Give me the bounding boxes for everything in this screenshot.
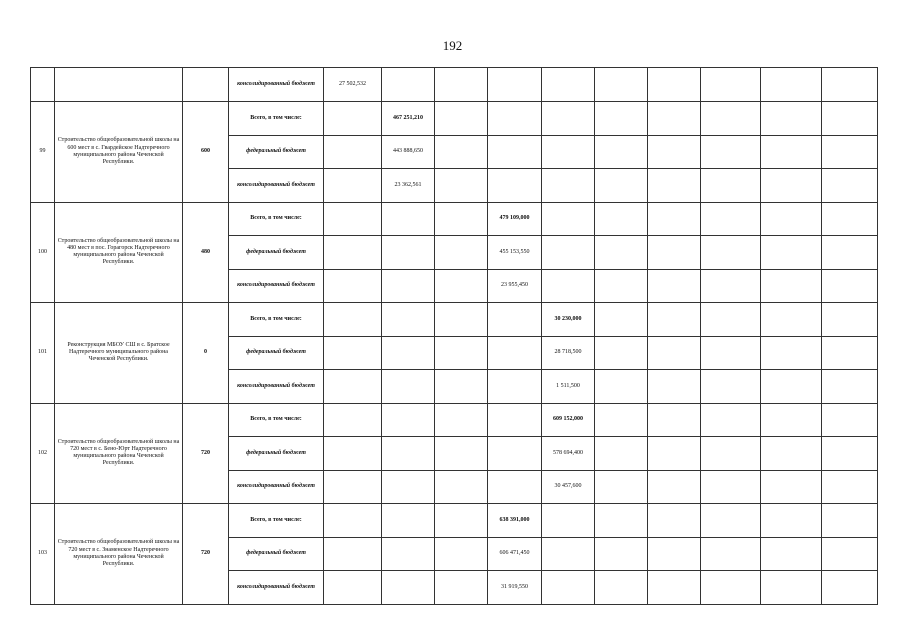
empty-cell: [435, 169, 488, 203]
amount-cell: 578 694,400: [542, 437, 595, 471]
amount-cell: 28 718,500: [542, 336, 595, 370]
amount-cell: 467 251,210: [382, 102, 435, 136]
empty-cell: [701, 202, 761, 236]
empty-cell: [488, 470, 542, 504]
capacity-cell: 0: [183, 303, 229, 404]
empty-cell: [761, 571, 822, 605]
empty-cell: [542, 571, 595, 605]
funding-source-cell: Всего, в том числе:: [229, 504, 324, 538]
empty-cell: [324, 269, 382, 303]
funding-source-cell: федеральный бюджет: [229, 336, 324, 370]
funding-source-cell: консолидированный бюджет: [229, 68, 324, 102]
amount-cell: 479 109,000: [488, 202, 542, 236]
empty-cell: [595, 303, 648, 337]
empty-cell: [595, 102, 648, 136]
table-row: [31, 68, 878, 102]
empty-cell: [382, 537, 435, 571]
amount-cell: 30 230,000: [542, 303, 595, 337]
empty-cell: [648, 202, 701, 236]
empty-cell: [435, 437, 488, 471]
empty-cell: [761, 437, 822, 471]
empty-cell: [324, 336, 382, 370]
empty-cell: [435, 370, 488, 404]
capacity-cell: 600: [183, 102, 229, 203]
object-name-cell: Строительство общеобразовательной школы на 720 мест в с. Знаменское Надтеречного муниципального района Чеченской Республики.: [55, 504, 183, 605]
empty-cell: [435, 202, 488, 236]
empty-cell: [761, 470, 822, 504]
empty-cell: [382, 202, 435, 236]
row-number-cell: 102: [31, 403, 55, 504]
empty-cell: [648, 303, 701, 337]
funding-source-cell: Всего, в том числе:: [229, 102, 324, 136]
empty-cell: [648, 236, 701, 270]
capacity-cell: [183, 68, 229, 102]
empty-cell: [542, 537, 595, 571]
empty-cell: [701, 437, 761, 471]
empty-cell: [761, 202, 822, 236]
empty-cell: [382, 303, 435, 337]
empty-cell: [648, 102, 701, 136]
empty-cell: [761, 236, 822, 270]
empty-cell: [701, 470, 761, 504]
empty-cell: [822, 135, 878, 169]
empty-cell: [595, 135, 648, 169]
empty-cell: [822, 102, 878, 136]
capacity-cell: 720: [183, 504, 229, 605]
amount-cell: 443 888,650: [382, 135, 435, 169]
amount-cell: 23 955,450: [488, 269, 542, 303]
empty-cell: [822, 336, 878, 370]
empty-cell: [701, 68, 761, 102]
funding-source-cell: федеральный бюджет: [229, 236, 324, 270]
empty-cell: [488, 68, 542, 102]
empty-cell: [382, 403, 435, 437]
funding-source-cell: федеральный бюджет: [229, 537, 324, 571]
empty-cell: [488, 102, 542, 136]
empty-cell: [542, 269, 595, 303]
empty-cell: [324, 537, 382, 571]
object-name-cell: Строительство общеобразовательной школы на 480 мест в пос. Горагорск Надтеречного муниципального района Чеченской Республики.: [55, 202, 183, 303]
empty-cell: [542, 169, 595, 203]
empty-cell: [822, 504, 878, 538]
empty-cell: [382, 470, 435, 504]
empty-cell: [648, 571, 701, 605]
empty-cell: [761, 102, 822, 136]
empty-cell: [324, 202, 382, 236]
empty-cell: [701, 504, 761, 538]
empty-cell: [324, 370, 382, 404]
empty-cell: [761, 135, 822, 169]
empty-cell: [822, 370, 878, 404]
empty-cell: [701, 269, 761, 303]
empty-cell: [324, 470, 382, 504]
empty-cell: [488, 169, 542, 203]
empty-cell: [542, 236, 595, 270]
amount-cell: 1 511,500: [542, 370, 595, 404]
funding-source-cell: консолидированный бюджет: [229, 269, 324, 303]
empty-cell: [648, 504, 701, 538]
empty-cell: [822, 537, 878, 571]
empty-cell: [648, 470, 701, 504]
empty-cell: [324, 437, 382, 471]
empty-cell: [382, 571, 435, 605]
empty-cell: [761, 303, 822, 337]
funding-source-cell: консолидированный бюджет: [229, 571, 324, 605]
table-row: [31, 102, 878, 136]
empty-cell: [701, 102, 761, 136]
object-name-cell: Строительство общеобразовательной школы на 720 мест в с. Бено-Юрт Надтеречного муниципального района Чеченской Республики.: [55, 403, 183, 504]
empty-cell: [435, 135, 488, 169]
row-number-cell: 100: [31, 202, 55, 303]
empty-cell: [435, 102, 488, 136]
empty-cell: [382, 336, 435, 370]
empty-cell: [822, 470, 878, 504]
empty-cell: [542, 202, 595, 236]
row-number-cell: 103: [31, 504, 55, 605]
funding-source-cell: федеральный бюджет: [229, 135, 324, 169]
empty-cell: [324, 169, 382, 203]
empty-cell: [648, 68, 701, 102]
empty-cell: [382, 269, 435, 303]
empty-cell: [324, 236, 382, 270]
amount-cell: 23 362,561: [382, 169, 435, 203]
empty-cell: [701, 169, 761, 203]
empty-cell: [701, 537, 761, 571]
empty-cell: [435, 336, 488, 370]
empty-cell: [648, 336, 701, 370]
empty-cell: [761, 269, 822, 303]
row-number-cell: [31, 68, 55, 102]
empty-cell: [542, 68, 595, 102]
row-number-cell: 101: [31, 303, 55, 404]
empty-cell: [595, 269, 648, 303]
empty-cell: [382, 370, 435, 404]
empty-cell: [435, 537, 488, 571]
empty-cell: [435, 303, 488, 337]
empty-cell: [435, 470, 488, 504]
empty-cell: [648, 537, 701, 571]
empty-cell: [595, 169, 648, 203]
empty-cell: [324, 571, 382, 605]
empty-cell: [595, 68, 648, 102]
amount-cell: 27 502,532: [324, 68, 382, 102]
object-name-cell: Реконструкция МБОУ СШ в с. Братское Надтеречного муниципального района Чеченской Республики.: [55, 303, 183, 404]
empty-cell: [761, 504, 822, 538]
empty-cell: [595, 571, 648, 605]
empty-cell: [435, 236, 488, 270]
empty-cell: [822, 403, 878, 437]
empty-cell: [822, 303, 878, 337]
empty-cell: [435, 504, 488, 538]
empty-cell: [324, 102, 382, 136]
empty-cell: [382, 68, 435, 102]
empty-cell: [701, 303, 761, 337]
amount-cell: 609 152,000: [542, 403, 595, 437]
funding-source-cell: консолидированный бюджет: [229, 370, 324, 404]
empty-cell: [488, 336, 542, 370]
table-row: [31, 504, 878, 538]
empty-cell: [648, 437, 701, 471]
empty-cell: [701, 403, 761, 437]
empty-cell: [542, 135, 595, 169]
empty-cell: [761, 68, 822, 102]
page-number: 192: [442, 38, 463, 53]
empty-cell: [701, 370, 761, 404]
object-name-cell: Строительство общеобразовательной школы на 600 мест в с. Гвардейское Надтеречного муниципального района Чеченской Республики.: [55, 102, 183, 203]
empty-cell: [435, 68, 488, 102]
empty-cell: [435, 269, 488, 303]
funding-source-cell: Всего, в том числе:: [229, 303, 324, 337]
amount-cell: 606 471,450: [488, 537, 542, 571]
capacity-cell: 480: [183, 202, 229, 303]
budget-table: [30, 67, 878, 605]
empty-cell: [435, 571, 488, 605]
empty-cell: [822, 571, 878, 605]
empty-cell: [595, 470, 648, 504]
table-row: [31, 403, 878, 437]
table-row: [31, 202, 878, 236]
empty-cell: [488, 403, 542, 437]
empty-cell: [488, 370, 542, 404]
row-number-cell: 99: [31, 102, 55, 203]
funding-source-cell: консолидированный бюджет: [229, 470, 324, 504]
empty-cell: [822, 269, 878, 303]
empty-cell: [822, 236, 878, 270]
empty-cell: [542, 504, 595, 538]
amount-cell: 638 391,000: [488, 504, 542, 538]
empty-cell: [595, 504, 648, 538]
empty-cell: [701, 135, 761, 169]
funding-source-cell: федеральный бюджет: [229, 437, 324, 471]
empty-cell: [761, 336, 822, 370]
empty-cell: [324, 504, 382, 538]
empty-cell: [595, 437, 648, 471]
empty-cell: [648, 269, 701, 303]
empty-cell: [648, 135, 701, 169]
funding-source-cell: консолидированный бюджет: [229, 169, 324, 203]
empty-cell: [595, 370, 648, 404]
empty-cell: [324, 403, 382, 437]
amount-cell: 31 919,550: [488, 571, 542, 605]
amount-cell: 455 153,550: [488, 236, 542, 270]
empty-cell: [761, 169, 822, 203]
empty-cell: [701, 336, 761, 370]
empty-cell: [595, 202, 648, 236]
empty-cell: [822, 68, 878, 102]
empty-cell: [382, 236, 435, 270]
empty-cell: [701, 571, 761, 605]
empty-cell: [595, 236, 648, 270]
empty-cell: [488, 303, 542, 337]
table-body: [31, 68, 878, 605]
object-name-cell: [55, 68, 183, 102]
empty-cell: [488, 437, 542, 471]
amount-cell: 30 457,600: [542, 470, 595, 504]
empty-cell: [595, 403, 648, 437]
empty-cell: [822, 169, 878, 203]
empty-cell: [822, 202, 878, 236]
empty-cell: [324, 303, 382, 337]
empty-cell: [822, 437, 878, 471]
empty-cell: [648, 370, 701, 404]
empty-cell: [648, 169, 701, 203]
capacity-cell: 720: [183, 403, 229, 504]
funding-source-cell: Всего, в том числе:: [229, 202, 324, 236]
empty-cell: [595, 336, 648, 370]
empty-cell: [761, 537, 822, 571]
empty-cell: [382, 437, 435, 471]
empty-cell: [324, 135, 382, 169]
empty-cell: [701, 236, 761, 270]
table-row: [31, 303, 878, 337]
empty-cell: [382, 504, 435, 538]
funding-source-cell: Всего, в том числе:: [229, 403, 324, 437]
empty-cell: [542, 102, 595, 136]
empty-cell: [648, 403, 701, 437]
empty-cell: [488, 135, 542, 169]
empty-cell: [761, 370, 822, 404]
empty-cell: [761, 403, 822, 437]
empty-cell: [435, 403, 488, 437]
empty-cell: [595, 537, 648, 571]
